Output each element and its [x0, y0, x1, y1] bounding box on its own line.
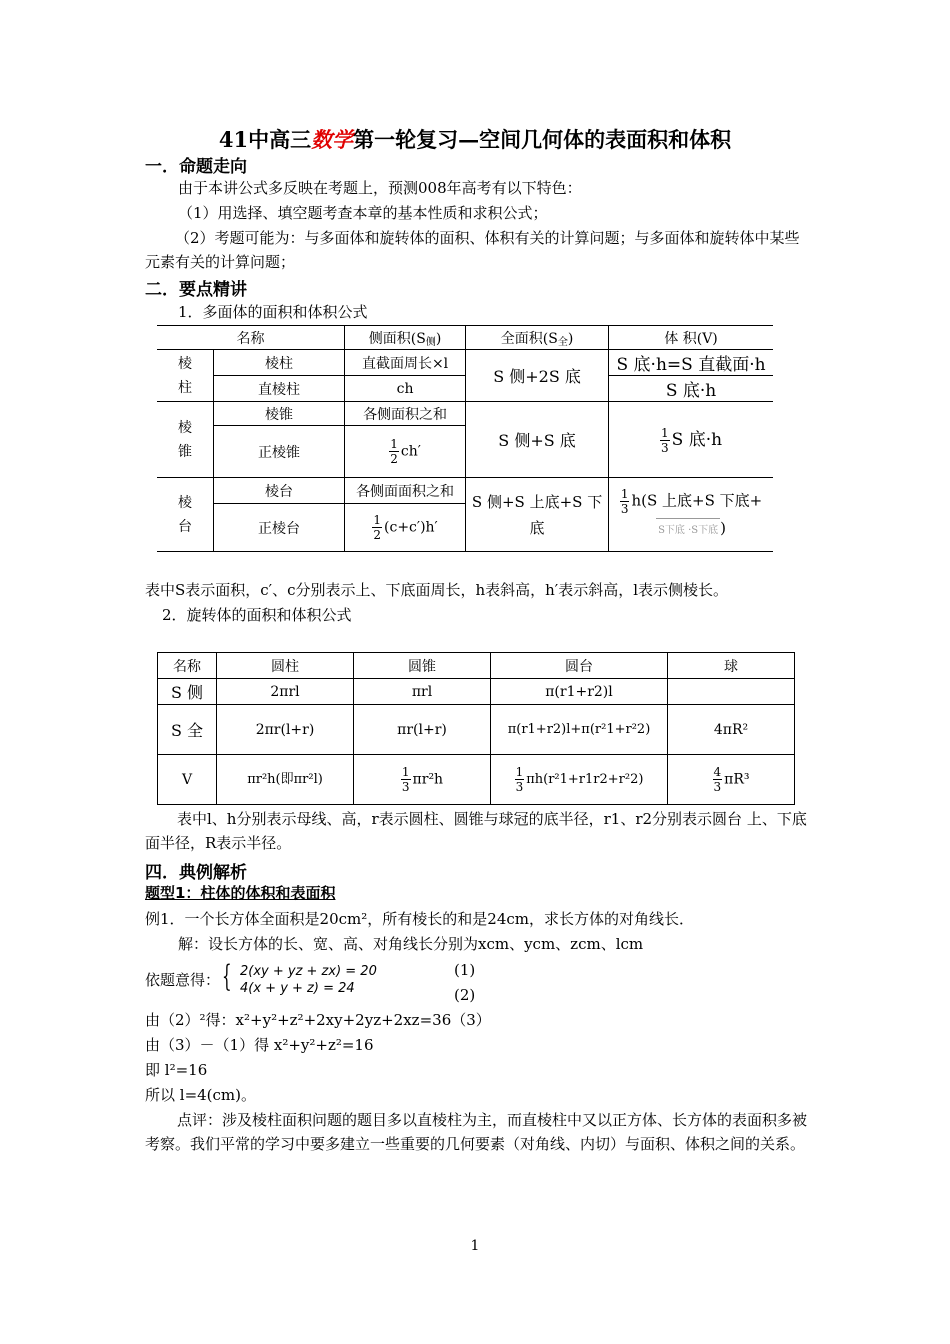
row-pyramid: 棱锥: [214, 402, 345, 426]
brace-symbol: {: [222, 959, 232, 994]
given-label: 依题意得：: [145, 971, 221, 989]
title-red: 数学: [311, 127, 354, 152]
pyramid-side: 各侧面积之和: [345, 402, 466, 426]
sphere-side: [668, 679, 795, 705]
comment: 点评：涉及棱柱面积问题的题目多以直棱柱为主，而直棱柱中又以正方体、长方体的表面积多被考察。我们平常的学习中要多建立一些重要的几何要素（对角线、内切）与面积、体积之间的关系。: [145, 1111, 808, 1153]
example-1: 例1．一个长方体全面积是20cm²，所有棱长的和是24cm，求长方体的对角线长．: [145, 910, 694, 928]
cone-side: πrl: [354, 679, 491, 705]
frustum-full: π(r1+r2)l+π(r²1+r²2): [491, 705, 668, 755]
table-row: [157, 478, 773, 504]
revolution-formula-table: [157, 652, 795, 805]
prism-volume-2: S 底·h: [609, 376, 773, 402]
equation-2: 4(x + y + z) = 24: [240, 981, 355, 996]
pyramid-full: S 侧+S 底: [466, 402, 609, 478]
header-frustum: 圆台: [491, 653, 668, 679]
table-row: [157, 350, 773, 376]
group-pyramid: 棱锥: [157, 402, 214, 478]
prism-full: S 侧+2S 底: [466, 350, 609, 402]
cone-full: πr(l+r): [354, 705, 491, 755]
table-row: [158, 679, 795, 705]
sqrt-term: S下底 ·S下底: [656, 518, 720, 543]
equation-2-number: (2): [454, 986, 476, 1004]
row-side-area: S 侧: [158, 679, 217, 705]
title-suffix: 第一轮复习—空间几何体的表面积和体积: [353, 127, 732, 152]
step-4: 所以 l=4(cm)。: [145, 1086, 257, 1104]
header-volume: 体 积(V): [609, 326, 773, 350]
table-row: [158, 755, 795, 805]
header-cylinder: 圆柱: [217, 653, 354, 679]
paragraph-1: 由于本讲公式多反映在考题上，预测008年高考有以下特色：: [178, 179, 582, 197]
row-volume: V: [158, 755, 217, 805]
paragraph-3: （2）考题可能为：与多面体和旋转体的面积、体积有关的计算问题；与多面体和旋转体中某些元素有关的计算问题；: [145, 229, 800, 271]
equation-1: 2(xy + yz + zx) = 20: [240, 964, 377, 979]
cone-volume: $\frac{1}{3}$ πr²h: [354, 755, 491, 805]
frustum-full: S 侧+S 上底+S 下底: [466, 478, 609, 552]
group-frustum: 棱台: [157, 478, 214, 552]
row-frustum: 棱台: [214, 478, 345, 504]
row-regular-pyramid: 正棱锥: [214, 426, 345, 478]
header-sphere: 球: [668, 653, 795, 679]
cylinder-volume: πr²h(即πr²l): [217, 755, 354, 805]
header-name: 名称: [157, 326, 345, 350]
sphere-full: 4πR²: [668, 705, 795, 755]
paragraph-2: （1）用选择、填空题考查本章的基本性质和求积公式；: [178, 204, 548, 222]
regular-pyramid-side: $\frac{1}{2}$ ch′: [345, 426, 466, 478]
header-name: 名称: [158, 653, 217, 679]
group-prism: 棱柱: [157, 350, 214, 402]
title-prefix: 41中高三: [218, 127, 312, 152]
frustum-side: 各侧面面积之和: [345, 478, 466, 504]
section-heading-2: 二．要点精讲: [145, 280, 247, 300]
subsection-1: 1．多面体的面积和体积公式: [178, 303, 368, 321]
section-heading-4: 四．典例解析: [145, 863, 247, 883]
row-right-prism: 直棱柱: [214, 376, 345, 402]
subsection-2: 2．旋转体的面积和体积公式: [162, 606, 352, 624]
page-title: [0, 124, 950, 154]
sphere-volume: $\frac{4}{3}$ πR³: [668, 755, 795, 805]
header-full: 全面积$(S_全)$: [466, 326, 609, 350]
header-side: 侧面积$(S_侧)$: [345, 326, 466, 350]
row-regular-frustum: 正棱台: [214, 504, 345, 552]
table-row: [157, 376, 773, 402]
frustum-side: π(r1+r2)l: [491, 679, 668, 705]
pyramid-volume: $\frac{1}{3}$ S 底·h: [609, 402, 773, 478]
table-header-row: [157, 326, 773, 350]
table-row: [157, 402, 773, 426]
prism-volume-1: S 底·h=S 直截面·h: [609, 350, 773, 376]
equation-1-number: (1): [454, 961, 476, 979]
solution-1: 解：设长方体的长、宽、高、对角线长分别为xcm、ycm、zcm、lcm: [178, 935, 644, 953]
cylinder-full: 2πr(l+r): [217, 705, 354, 755]
frustum-volume: $\frac{1}{3}$ h(S 上底+S 下底+ S下底 ·S下底 ): [609, 478, 773, 552]
cylinder-side: 2πrl: [217, 679, 354, 705]
prism-side: 直截面周长×l: [345, 350, 466, 376]
step-2: 由（3）－（1）得 x²+y²+z²=16: [145, 1036, 374, 1054]
right-prism-side: ch: [345, 376, 466, 402]
header-cone: 圆锥: [354, 653, 491, 679]
polyhedron-formula-table: [157, 325, 773, 552]
table2-note: 表中l、h分别表示母线、高，r表示圆柱、圆锥与球冠的底半径，r1、r2分别表示圆台 上、下底面半径，R表示半径。: [145, 810, 807, 852]
table1-note: 表中S表示面积，c′、c分别表示上、下底面周长，h表斜高，h′表示斜高，l表示侧棱长。: [145, 581, 729, 599]
section-heading-1: 一．命题走向: [145, 157, 247, 177]
row-full-area: S 全: [158, 705, 217, 755]
frustum-volume: $\frac{1}{3}$ πh(r²1+r1r2+r²2): [491, 755, 668, 805]
row-prism: 棱柱: [214, 350, 345, 376]
regular-frustum-side: $\frac{1}{2}$ (c+c′)h′: [345, 504, 466, 552]
problem-type-1: 题型1：柱体的体积和表面积: [145, 884, 336, 902]
step-3: 即 l²=16: [145, 1061, 208, 1079]
page-number: 1: [470, 1238, 480, 1254]
table-header-row: [158, 653, 795, 679]
table-row: [158, 705, 795, 755]
step-1: 由（2）²得：x²+y²+z²+2xy+2yz+2xz=36（3）: [145, 1011, 491, 1029]
